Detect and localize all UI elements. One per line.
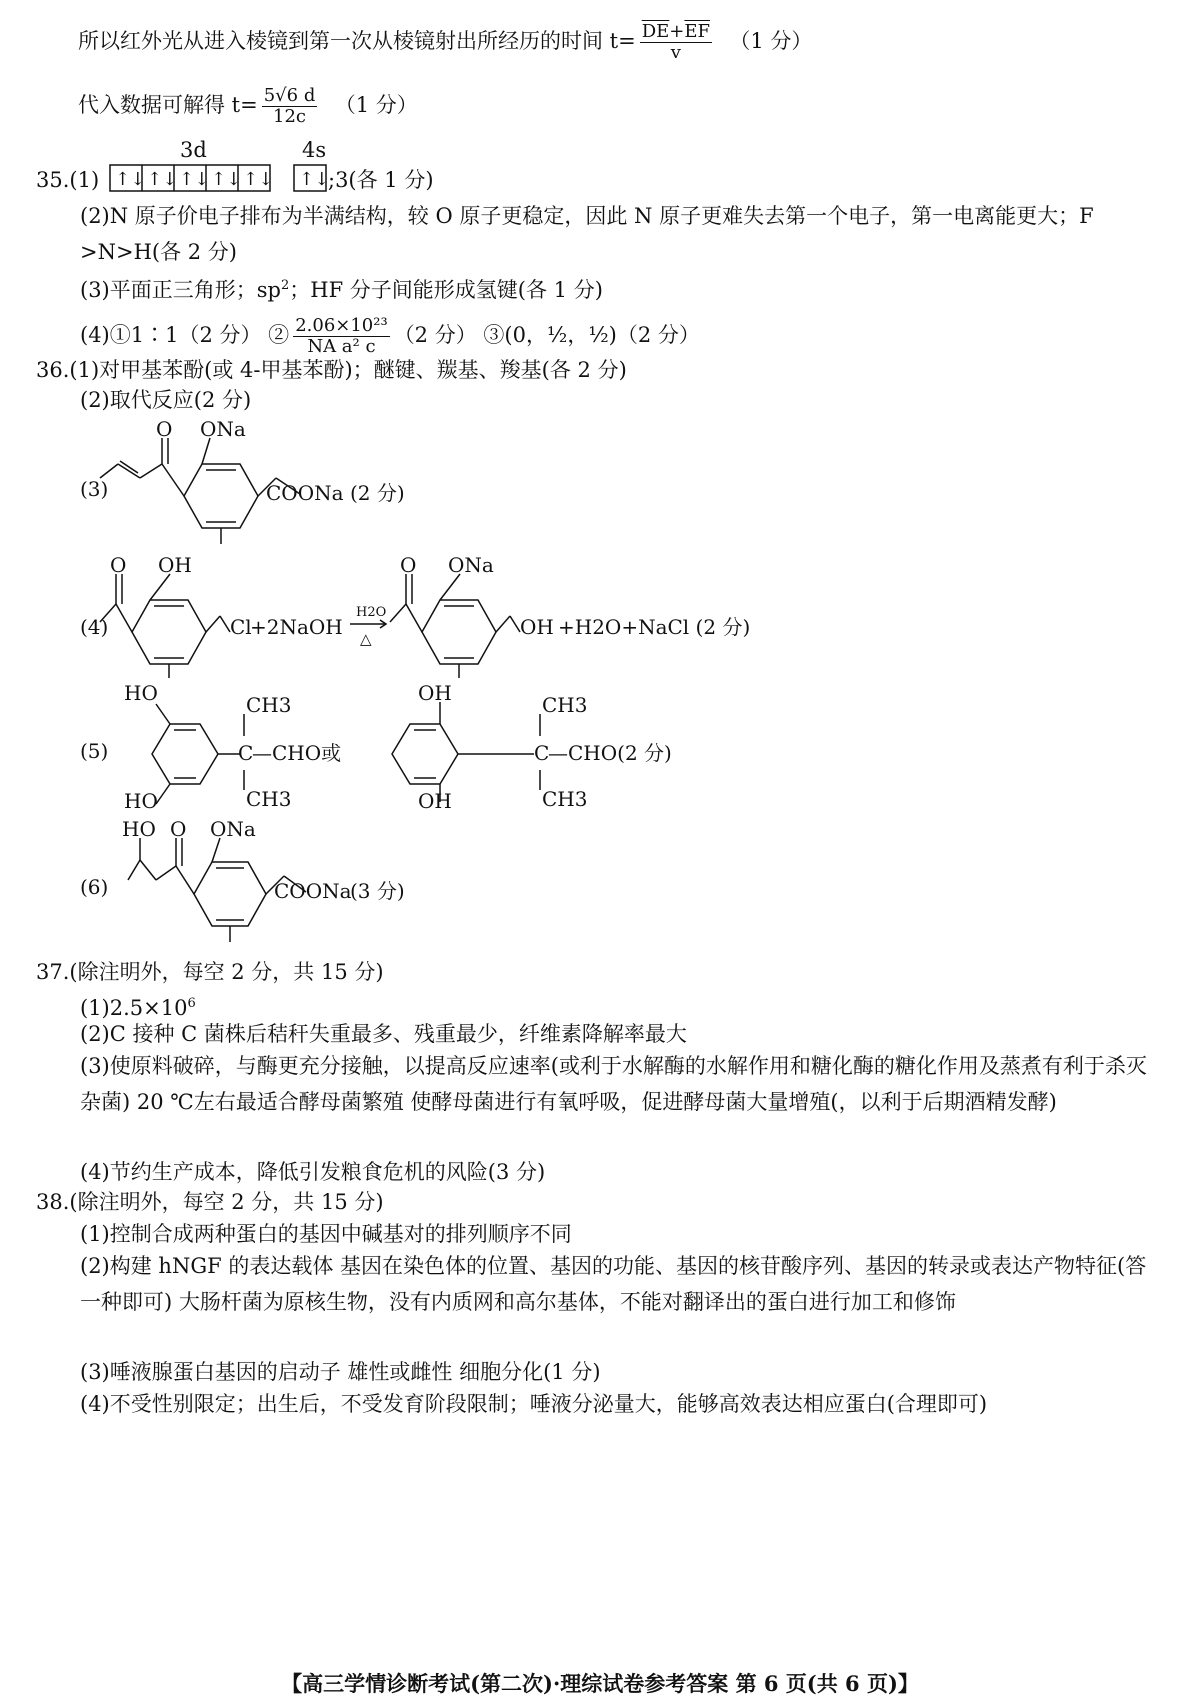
q37-head: 37.(除注明外，每空 2 分，共 15 分) [36,960,384,984]
reagent: +2NaOH [250,615,343,639]
phys-line-2 [78,86,418,127]
methyl: CH3 [542,787,588,811]
carboxylate: COONa [274,879,352,903]
isomers-5 [80,681,720,814]
svg-text:↑↓: ↑↓ [211,169,242,190]
aldehyde: —CHO或 [252,741,342,765]
q35-part3-b: ；HF 分子间能形成氢键(各 1 分) [289,278,603,302]
q37-part4: (4)节约生产成本，降低引发粮食危机的风险(3 分) [80,1160,546,1184]
svg-text:↑↓: ↑↓ [179,169,210,190]
svg-text:↑↓: ↑↓ [147,169,178,190]
sub-label: (4) [80,615,109,639]
q38-part4: (4)不受性别限定；出生后，不受发育阶段限制；唾液分泌量大，能够高效表达相应蛋白(合理即可) [80,1392,988,1416]
de-segment: $\overline{DE}$ [641,21,670,42]
q36-part1: 36.(1)对甲基苯酚(或 4-甲基苯酚)；醚键、羰基、羧基(各 2 分) [36,358,627,382]
q38-part3: (3)唾液腺蛋白基因的启动子 雄性或雌性 细胞分化(1 分) [80,1360,601,1384]
time-fraction [640,22,712,63]
plus-sign: + [669,21,685,42]
density-fraction [293,316,390,357]
q37-part2: (2)C 接种 C 菌株后秸秆失重最多、残重最少，纤维素降解率最大 [80,1022,687,1046]
condition-top: H2O [356,605,387,620]
hydroxyl: OH [418,681,452,705]
score: （1 分） [729,29,813,53]
carbonyl-o: O [170,817,187,841]
phys-line-1 [78,22,812,63]
score: （1 分） [334,93,418,117]
page-footer: 【高三学情诊断考试(第二次)·理综试卷参考答案 第 6 页(共 6 页)】 [281,1671,919,1696]
result-fraction [262,86,318,127]
svg-text:↑↓: ↑↓ [299,169,330,190]
hydroxyl: HO [122,817,156,841]
exponent: 6 [187,996,196,1011]
phys-line2-text: 代入数据可解得 t= [78,93,258,117]
phenoxide: ONa [448,553,494,577]
q35-part1-prefix: 35.(1) [36,168,100,192]
q36-part2: (2)取代反应(2 分) [80,388,252,412]
carboxylate: COONa [266,481,344,505]
q35-part4-d: （2 分） [616,323,700,347]
coordinates: (0，½，½) [504,323,617,347]
sp-exponent: 2 [280,278,290,293]
score: (2 分) [350,481,405,505]
q35-part4-a: (4)①1∶1（2 分） ② [80,323,290,347]
sub-label: (6) [80,875,109,899]
carbonyl-o: O [400,553,417,577]
phenoxide: ONa [200,417,246,441]
q38-part2: (2)构建 hNGF 的表达载体 基因在染色体的位置、基因的功能、基因的核苷酸序列、基因的转录或表达产物特征(答一种即可) 大肠杆菌为原核生物，没有内质网和高尔基体，不能对翻译出的蛋白进行加工和修饰 [80,1254,1147,1314]
svg-text:↑↓: ↑↓ [115,169,146,190]
reaction-4 [80,552,800,682]
score: (3 分) [350,879,405,903]
carbonyl-o: O [156,417,173,441]
q35-part3 [80,272,603,304]
condition-bottom: △ [360,630,372,648]
phys-line1-text: 所以红外光从进入棱镜到第一次从棱镜射出所经历的时间 t= [78,29,636,53]
q35-part1-suffix: ;3(各 1 分) [328,168,434,192]
orbital-diagram [110,163,350,193]
label-4s: 4s [302,138,327,162]
fraction-numerator: 5√6 d [263,85,316,106]
hydroxyl: HO [124,681,158,705]
q35-part3-a: (3)平面正三角形；sp [80,278,281,302]
q37-part1-a: (1)2.5×10 [80,996,188,1020]
aldehyde: —CHO(2 分) [548,741,672,765]
hydroxyl: OH [520,615,554,639]
quaternary-carbon: C [238,741,254,765]
methyl: CH3 [542,693,588,717]
sub-label: (3) [80,477,109,501]
fraction-denominator: NA a² c [307,336,376,357]
products: +H2O+NaCl (2 分) [558,615,751,639]
hydroxyl: HO [124,789,158,813]
q38-part1: (1)控制合成两种蛋白的基因中碱基对的排列顺序不同 [80,1222,572,1246]
ef-segment: $\overline{EF}$ [684,21,711,42]
q38-head: 38.(除注明外，每空 2 分，共 15 分) [36,1190,384,1214]
q35-part4 [80,316,700,357]
methyl: CH3 [246,787,292,811]
methyl: CH3 [246,693,292,717]
fraction-denominator: v [670,42,681,63]
phenoxide: ONa [210,817,256,841]
carbonyl-o: O [110,553,127,577]
hydroxyl: OH [158,553,192,577]
structure-6 [80,816,500,948]
sub-label: (5) [80,739,109,763]
hydroxyl: OH [418,789,452,813]
q37-part1 [80,990,196,1022]
svg-text:↑↓: ↑↓ [243,169,274,190]
fraction-numerator: 2.06×10²³ [295,315,388,336]
label-3d: 3d [180,138,207,162]
q35-part4-b: （2 分） ③ [393,323,505,347]
chloro: Cl [230,615,252,639]
structure-3 [80,418,500,548]
quaternary-carbon: C [534,741,550,765]
q37-part3: (3)使原料破碎，与酶更充分接触，以提高反应速率(或利于水解酶的水解作用和糖化酶的糖化作用及蒸煮有利于杀灭杂菌) 20 ℃左右最适合酵母菌繁殖 使酵母菌进行有氧呼吸，促进酵母菌大量增殖(，以利于后期酒精发酵) [80,1054,1147,1114]
fraction-denominator: 12c [273,106,307,127]
q35-part2: (2)N 原子价电子排布为半满结构，较 O 原子更稳定，因此 N 原子更难失去第一个电子，第一电离能更大；F >N>H(各 2 分) [80,204,1094,264]
